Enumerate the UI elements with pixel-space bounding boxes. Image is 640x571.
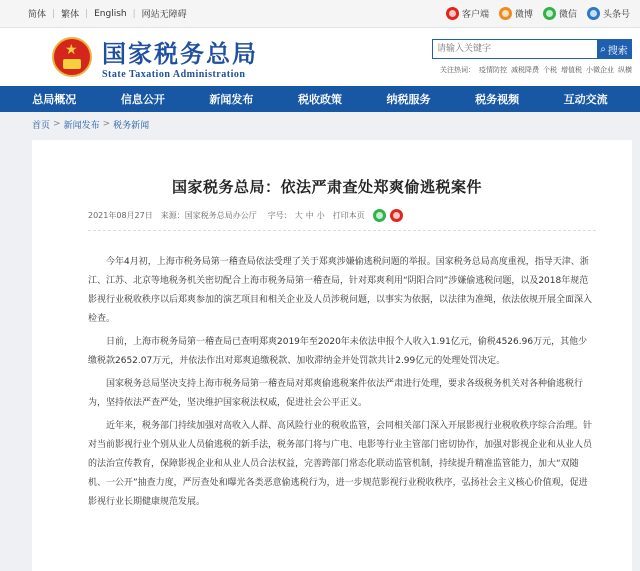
headline-icon (587, 7, 600, 20)
hotword-item[interactable]: 纵横 (618, 66, 632, 74)
breadcrumb: 首页 > 新闻发布 > 税务新闻 (32, 119, 150, 131)
nav-item-news[interactable]: 新闻发布 (209, 93, 254, 106)
social-client[interactable]: 客户端 (446, 7, 489, 20)
social-headline[interactable]: 头条号 (587, 7, 630, 20)
breadcrumb-home[interactable]: 首页 (32, 120, 51, 131)
font-size-medium[interactable]: 中 (305, 211, 314, 220)
weibo-icon (499, 7, 512, 20)
social-wechat[interactable]: 微信 (543, 7, 577, 20)
link-traditional[interactable]: 繁体 (61, 10, 80, 20)
link-english[interactable]: English (94, 8, 127, 19)
national-emblem-icon (52, 37, 92, 77)
search-box (432, 39, 632, 59)
search-icon: ⌕ (600, 43, 606, 55)
nav-item-interaction[interactable]: 互动交流 (563, 93, 608, 106)
link-accessibility[interactable]: 网站无障碍 (141, 10, 187, 20)
article-title: 国家税务总局：依法严肃查处郑爽偷逃税案件 (171, 178, 482, 196)
hotword-item[interactable]: 小微企业 (586, 66, 614, 74)
site-title-en: State Taxation Administration (102, 69, 246, 80)
hotword-item[interactable]: 疫情防控 (479, 66, 507, 74)
client-icon (446, 7, 459, 20)
share-wechat-icon[interactable] (373, 209, 386, 222)
hotword-item[interactable]: 减税降费 (511, 66, 539, 74)
breadcrumb-news[interactable]: 新闻发布 (63, 120, 100, 131)
font-size-large[interactable]: 大 (294, 211, 303, 220)
print-button[interactable]: 打印本页 (332, 211, 365, 220)
nav-item-tax-service[interactable]: 纳税服务 (386, 93, 431, 106)
share-weibo-icon[interactable] (390, 209, 403, 222)
site-title: 国家税务总局 (102, 39, 258, 68)
article-paragraph: 今年4月初，上海市税务局第一稽查局依法受理了关于郑爽涉嫌偷逃税问题的举报。国家税务总局高度重视，指导天津、浙江、江苏、北京等地税务机关密切配合上海市税务局第一稽查局，针对郑爽利用“阴阳合同”涉嫌偷逃税问题，以及2018年规范影视行业税收秩序以后郑爽参加的演艺项目和相关企业及人员涉税问题，以事实为依据，以法律为准绳，依法依规开展全面深入检查。 (88, 257, 593, 324)
article-paragraph: 日前，上海市税务局第一稽查局已查明郑爽2019年至2020年未依法申报个人收入1.91亿元，偷税4526.96万元，其他少缴税款2652.07万元，并依法作出对郑爽追缴税款、加收滞纳金并处罚款共计2.99亿元的处理处罚决定。 (88, 337, 588, 366)
share-buttons (373, 209, 403, 222)
social-weibo[interactable]: 微博 (499, 7, 533, 20)
search-area (432, 39, 632, 75)
article-paragraph: 国家税务总局坚决支持上海市税务局第一稽查局对郑爽偷逃税案件依法严肃进行处理，要求各级税务机关对各种偷逃税行为，坚持依法严查严处，坚决维护国家税法权威，促进社会公平正义。 (88, 379, 584, 408)
nav-item-overview[interactable]: 总局概况 (32, 93, 77, 106)
top-links: 简体 | 繁体 | English | 网站无障碍 (28, 8, 187, 20)
article-paragraph: 近年来，税务部门持续加强对高收入人群、高风险行业的税收监管，会同相关部门深入开展影视行业税收秩序综合治理。针对当前影视行业个别从业人员偷逃税的新手法，税务部门将与广电、电影等行业主管部门密切协作，加强对影视企业和从业人员的法治宣传教育，保障影视企业和从业人员合法权益，完善跨部门常态化联动监管机制，持续提升精准监管能力，加大“双随机、一公开”抽查力度，严厉查处和曝光各类恶意偷逃税行为，进一步规范影视行业税收秩序，弘扬社会主义核心价值观，促进影视行业长期健康规范发展。 (88, 421, 593, 507)
social-links (446, 7, 630, 20)
article-source: 来源：国家税务总局办公厅 (160, 211, 257, 220)
site-header (0, 28, 640, 86)
nav-item-info-disclosure[interactable]: 信息公开 (120, 93, 165, 106)
top-utility-bar (0, 0, 640, 28)
wechat-icon (543, 7, 556, 20)
site-logo[interactable] (52, 34, 258, 80)
search-input[interactable] (433, 40, 597, 58)
article-body (58, 253, 596, 512)
nav-item-tax-video[interactable]: 税务视频 (475, 93, 520, 106)
nav-item-tax-policy[interactable]: 税收政策 (297, 93, 342, 106)
hotword-item[interactable]: 个税 (543, 66, 557, 74)
font-size-small[interactable]: 小 (316, 211, 325, 220)
article-container (32, 140, 632, 571)
divider (88, 230, 596, 231)
hotwords-label: 关注热词： (440, 66, 475, 74)
hotwords (440, 65, 632, 75)
article-meta (58, 209, 596, 222)
search-button[interactable]: ⌕ 搜索 (597, 40, 631, 58)
hotword-item[interactable]: 增值税 (561, 66, 582, 74)
main-nav (0, 86, 640, 112)
font-size-control: 字号： 大 中 小 (267, 211, 325, 220)
breadcrumb-tax-news[interactable]: 税务新闻 (113, 120, 150, 131)
link-simplified[interactable]: 简体 (28, 10, 47, 20)
article-date: 2021年08月27日 (88, 211, 153, 220)
